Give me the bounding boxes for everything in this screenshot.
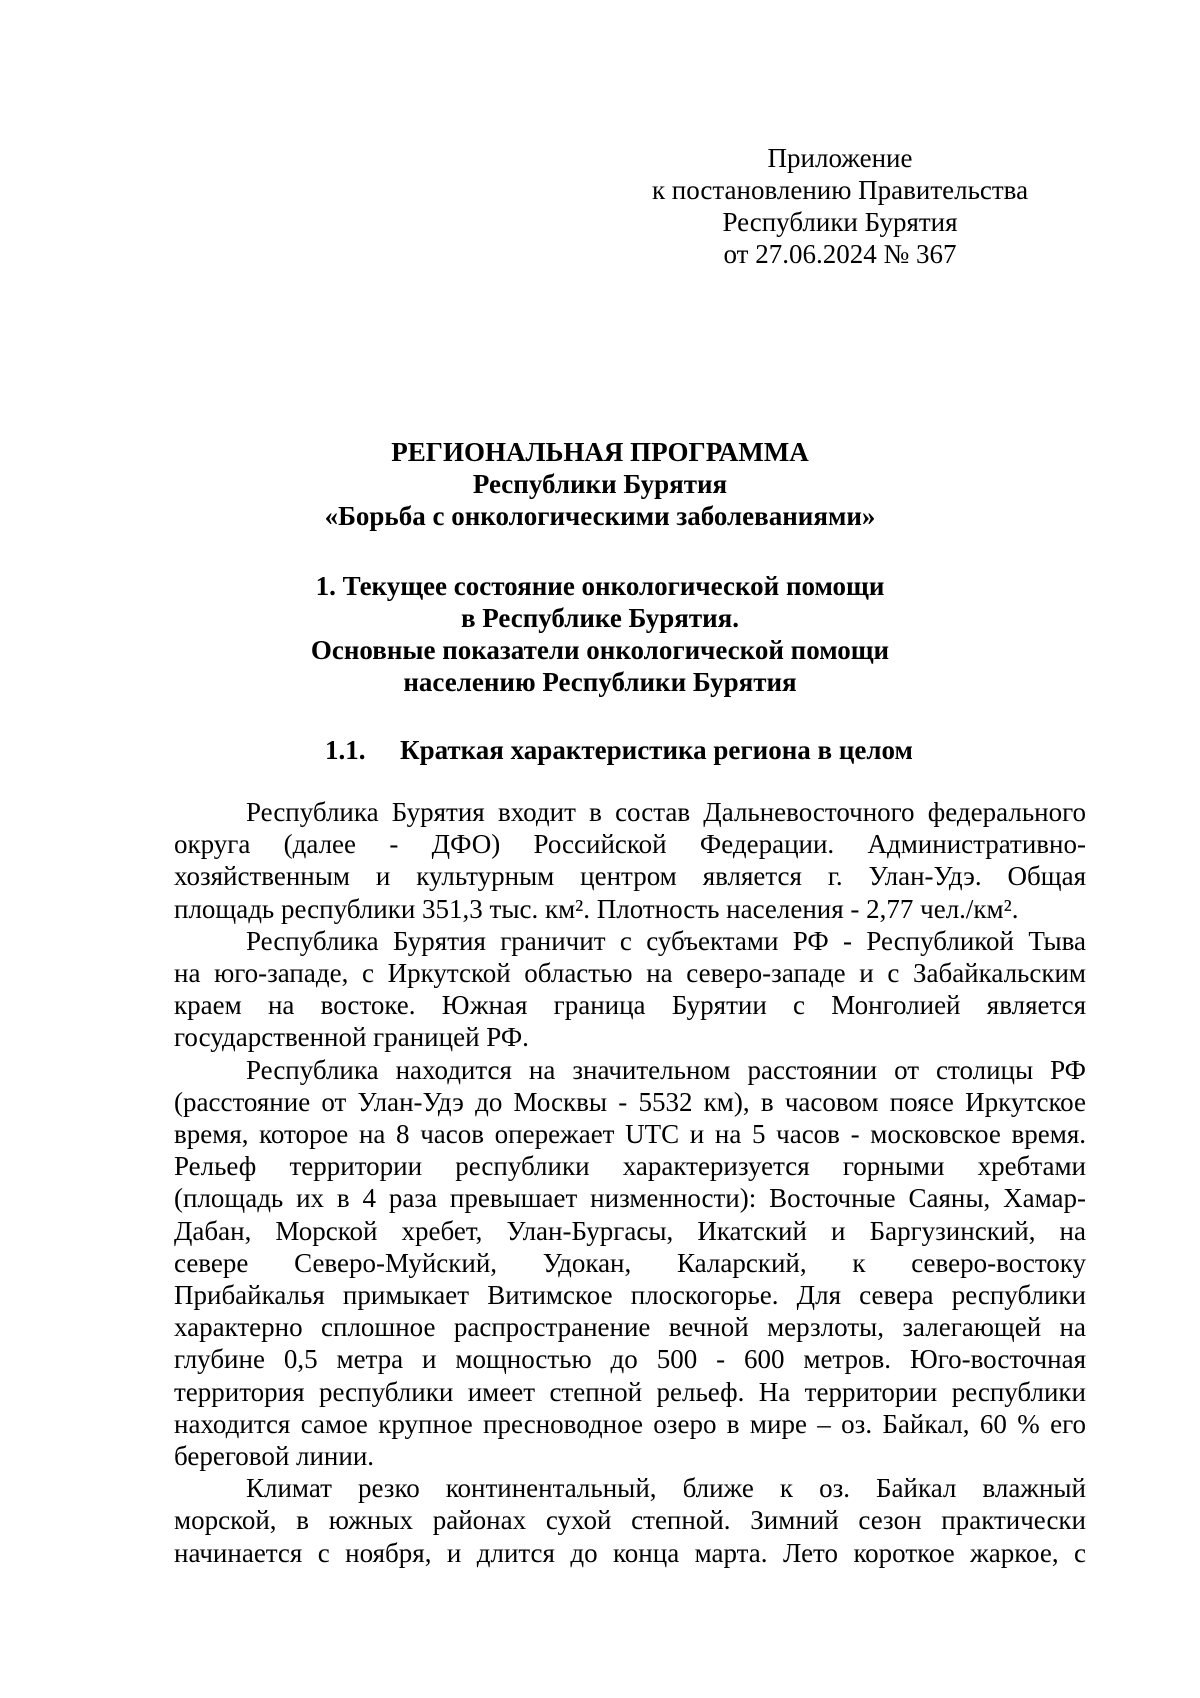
appendix-line: Республики Бурятия bbox=[722, 207, 958, 237]
title-line: РЕГИОНАЛЬНАЯ ПРОГРАММА bbox=[391, 437, 809, 467]
text-line: (площадь их в 4 раза превышает низменности): Восточные Саяны, Хамар- bbox=[174, 1183, 1086, 1214]
text-line: (расстояние от Улан-Удэ до Москвы - 5532 км), в часовом поясе Иркутское bbox=[174, 1086, 1086, 1117]
paragraph bbox=[174, 925, 1086, 1054]
text-line: Республика Бурятия граничит с субъектами РФ - Республикой Тыва bbox=[246, 925, 1086, 956]
appendix-line: от 27.06.2024 № 367 bbox=[723, 239, 957, 269]
subsection-number: 1.1. bbox=[325, 735, 366, 765]
body-text bbox=[174, 796, 1086, 1569]
text-line: Дабан, Морской хребет, Улан-Бургасы, Икатский и Баргузинский, на bbox=[174, 1215, 1086, 1246]
appendix-header bbox=[600, 142, 1080, 270]
text-line: морской, в южных районах сухой степной. Зимний сезон практически bbox=[174, 1505, 1086, 1536]
text-line: площадь республики 351,3 тыс. км². Плотность населения - 2,77 чел./км². bbox=[174, 893, 1019, 924]
title-line: Республики Бурятия bbox=[472, 469, 728, 499]
text-line: Прибайкалья примыкает Витимское плоскогорье. Для севера республики bbox=[174, 1280, 1086, 1311]
text-line: характерно сплошное распространение вечной мерзлоты, залегающей на bbox=[174, 1312, 1086, 1343]
subsection-title: Краткая характеристика региона в целом bbox=[400, 735, 913, 765]
text-line: глубине 0,5 метра и мощностью до 500 - 600 метров. Юго-восточная bbox=[174, 1344, 1086, 1375]
title-line: «Борьба с онкологическими заболеваниями» bbox=[324, 501, 876, 531]
appendix-line: к постановлению Правительства bbox=[651, 175, 1029, 205]
text-line: на юго-западе, с Иркутской областью на северо-западе и с Забайкальским bbox=[174, 958, 1086, 989]
text-line: Климат резко континентальный, ближе к оз. Байкал влажный bbox=[246, 1473, 1086, 1504]
text-line: государственной границей РФ. bbox=[174, 1022, 529, 1053]
text-line: севере Северо-Муйский, Удокан, Каларский, к северо-востоку bbox=[174, 1247, 1086, 1278]
text-line: Республика находится на значительном расстоянии от столицы РФ bbox=[246, 1054, 1086, 1085]
paragraph bbox=[174, 1472, 1086, 1569]
section-heading-line: населению Республики Бурятия bbox=[403, 667, 797, 697]
subsection-heading bbox=[325, 734, 913, 766]
paragraph bbox=[174, 1054, 1086, 1473]
text-line: краем на востоке. Южная граница Бурятии с Монголией является bbox=[174, 990, 1086, 1021]
text-line: Республика Бурятия входит в состав Дальневосточного федерального bbox=[246, 797, 1086, 827]
text-line: находится самое крупное пресноводное озеро в мире – оз. Байкал, 60 % его bbox=[174, 1408, 1086, 1439]
section-heading-line: 1. Текущее состояние онкологической помощи bbox=[315, 571, 885, 601]
text-line: округа (далее - ДФО) Российской Федерации. Административно- bbox=[174, 829, 1086, 860]
text-line: Рельеф территории республики характеризуется горными хребтами bbox=[174, 1151, 1086, 1182]
text-line: время, которое на 8 часов опережает UTC и на 5 часов - московское время. bbox=[174, 1119, 1086, 1150]
section-heading-line: Основные показатели онкологической помощи bbox=[310, 635, 890, 665]
document-title bbox=[0, 436, 1200, 532]
appendix-line: Приложение bbox=[767, 143, 913, 173]
text-line: хозяйственным и культурным центром является г. Улан-Удэ. Общая bbox=[174, 861, 1086, 892]
section-heading bbox=[0, 570, 1200, 698]
text-line: береговой линии. bbox=[174, 1441, 375, 1472]
text-line: территория республики имеет степной рельеф. На территории республики bbox=[174, 1376, 1086, 1407]
text-line: начинается с ноября, и длится до конца марта. Лето короткое жаркое, с bbox=[174, 1537, 1086, 1568]
paragraph bbox=[174, 796, 1086, 925]
section-heading-line: в Республике Бурятия. bbox=[460, 603, 740, 633]
